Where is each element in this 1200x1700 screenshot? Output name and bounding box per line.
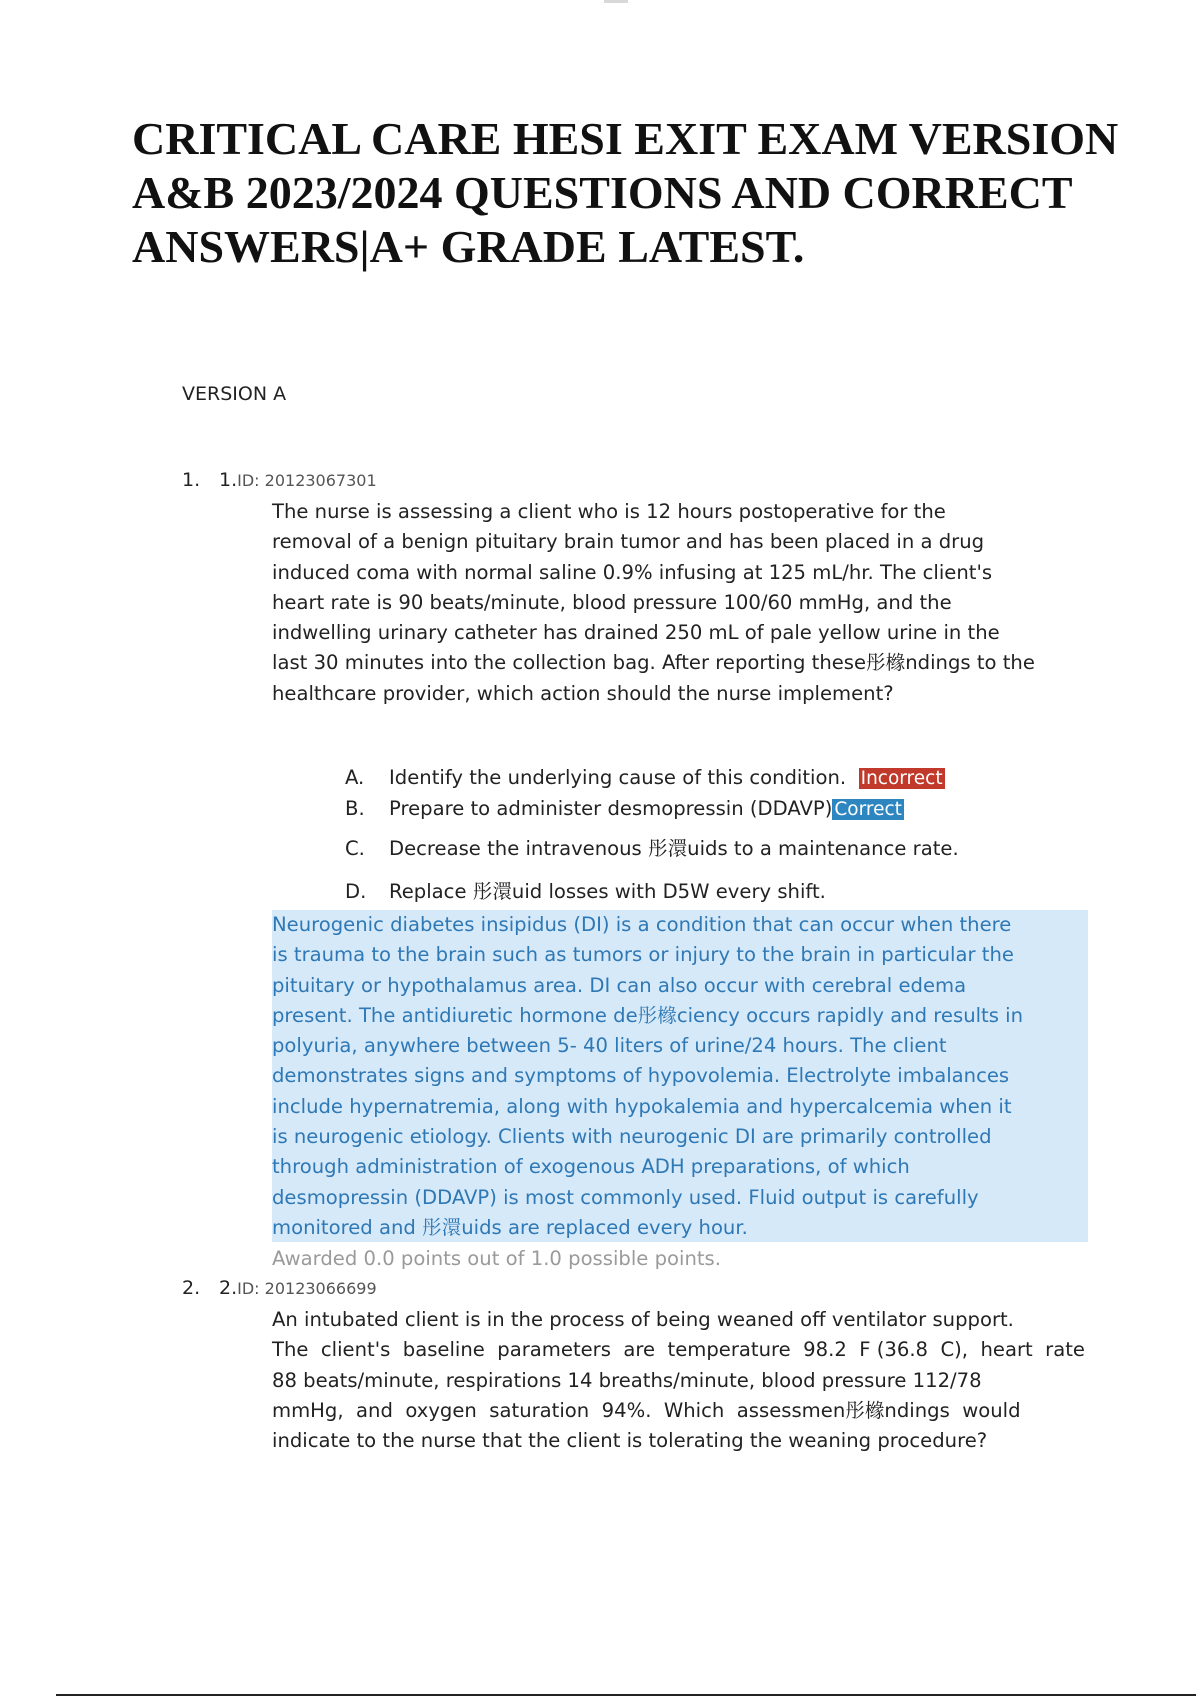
question-2-text-line: The client's baseline parameters are temperature 98.2 F (36.8 C), heart rate [272, 1338, 1085, 1362]
question-1-text-line: indwelling urinary catheter has drained 250 mL of pale yellow urine in the [272, 621, 1000, 645]
rationale-line: desmopressin (DDAVP) is most commonly used. Fluid output is carefully [272, 1185, 979, 1209]
question-1-list-number: 1. [182, 469, 201, 491]
choice-a[interactable] [345, 766, 945, 789]
question-1-text-line: The nurse is assessing a client who is 12 hours postoperative for the [272, 500, 946, 523]
question-2-text-line: indicate to the nurse that the client is tolerating the weaning procedure? [272, 1429, 988, 1453]
rationale-line: demonstrates signs and symptoms of hypovolemia. Electrolyte imbalances [272, 1064, 1010, 1088]
choice-d-text: Replace 彤澴uid losses with D5W every shift. [389, 880, 826, 903]
rationale-line: pituitary or hypothalamus area. DI can also occur with cerebral edema [272, 973, 967, 997]
choice-c-letter: C. [345, 837, 365, 860]
incorrect-badge: Incorrect [860, 768, 943, 789]
question-1-text-line: induced coma with normal saline 0.9% infusing at 125 mL/hr. The client's [272, 560, 993, 584]
choice-d-letter: D. [345, 880, 367, 903]
question-1-id: ID: 20123067301 [237, 471, 377, 490]
rationale-line: Neurogenic diabetes insipidus (DI) is a condition that can occur when there [272, 913, 1012, 936]
choice-a-text: Identify the underlying cause of this condition. [389, 766, 847, 789]
correct-badge: Correct [834, 799, 902, 820]
choice-b[interactable] [345, 797, 904, 820]
page-bottom-rule [56, 1694, 1196, 1696]
choice-c[interactable] [345, 832, 959, 861]
choice-b-text: Prepare to administer desmopressin (DDAVP) [389, 797, 833, 820]
question-1-rationale [272, 910, 1088, 1242]
question-2-text-line: 88 beats/minute, respirations 14 breaths/minute, blood pressure 112/78 [272, 1368, 982, 1392]
question-2-number: 2. [219, 1277, 238, 1299]
choice-b-letter: B. [345, 797, 365, 820]
question-1-text-line: healthcare provider, which action should the nurse implement? [272, 681, 894, 705]
question-2-text-line: An intubated client is in the process of being weaned off ventilator support. [272, 1308, 1014, 1331]
question-1-text-line: removal of a benign pituitary brain tumor and has been placed in a drug [272, 530, 985, 554]
rationale-line: include hypernatremia, along with hypokalemia and hypercalcemia when it [272, 1094, 1012, 1118]
question-2-text-line: mmHg, and oxygen saturation 94%. Which assessmen彤橼ndings would [272, 1398, 1021, 1422]
choice-c-text: Decrease the intravenous 彤澴uids to a maintenance rate. [389, 837, 959, 860]
question-2-text [272, 1305, 1132, 1456]
rationale-line: monitored and 彤澴uids are replaced every hour. [272, 1215, 748, 1239]
question-1-text-line: last 30 minutes into the collection bag. After reporting these彤橼ndings to the [272, 651, 1035, 675]
rationale-line: present. The antidiuretic hormone de彤橼ciency occurs rapidly and results in [272, 1003, 1024, 1027]
question-1-points: Awarded 0.0 points out of 1.0 possible points. [272, 1247, 721, 1270]
page-top-mark [604, 0, 628, 3]
question-1-text [272, 497, 1132, 709]
choice-d[interactable] [345, 875, 826, 904]
question-2-header [182, 1277, 377, 1299]
rationale-line: through administration of exogenous ADH preparations, of which [272, 1155, 910, 1179]
question-2-id: ID: 20123066699 [237, 1279, 377, 1298]
rationale-line: is trauma to the brain such as tumors or injury to the brain in particular the [272, 943, 1014, 967]
version-label: VERSION A [182, 383, 287, 405]
rationale-line: is neurogenic etiology. Clients with neurogenic DI are primarily controlled [272, 1125, 992, 1149]
question-1-header [182, 469, 377, 491]
question-1-number: 1. [219, 469, 238, 491]
question-2-list-number: 2. [182, 1277, 201, 1299]
question-1-text-line: heart rate is 90 beats/minute, blood pressure 100/60 mmHg, and the [272, 590, 952, 614]
choice-a-letter: A. [345, 766, 365, 789]
document-title: CRITICAL CARE HESI EXIT EXAM VERSION A&B 2023/2024 QUESTIONS AND CORRECT ANSWERS|A+ GRADE LATEST. [132, 113, 1119, 272]
rationale-line: polyuria, anywhere between 5- 40 liters of urine/24 hours. The client [272, 1034, 947, 1058]
